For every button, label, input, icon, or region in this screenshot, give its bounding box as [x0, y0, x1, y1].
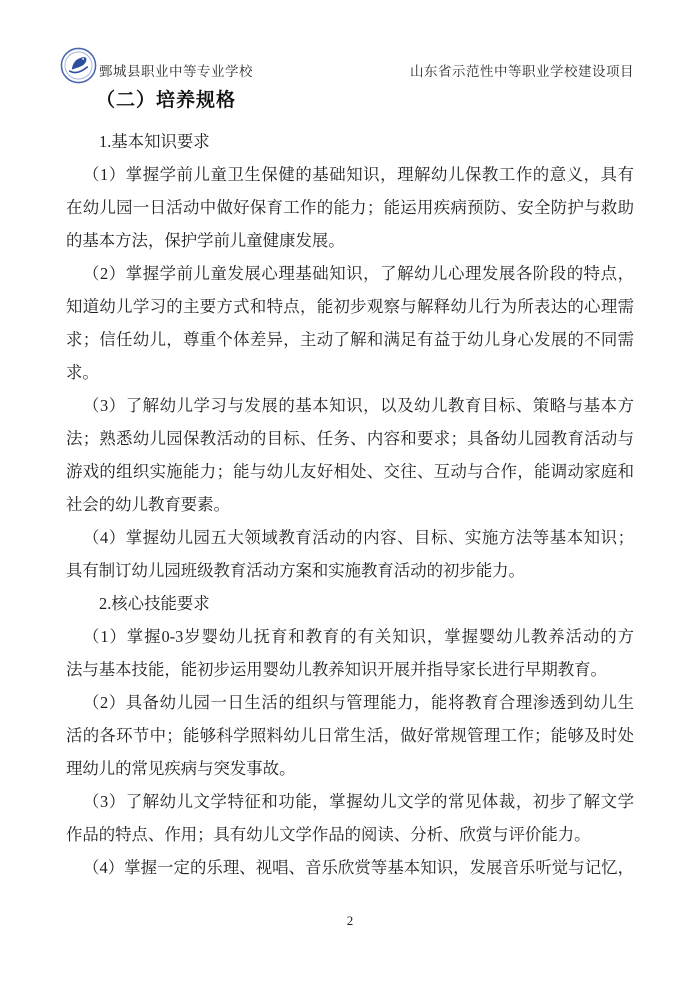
paragraph-line: 的基本方法，保护学前儿童健康发展。 — [66, 231, 345, 250]
section-heading: 1.基本知识要求 — [99, 132, 210, 151]
paragraph-line: （1）掌握学前儿童卫生保健的基础知识，理解幼儿保教工作的意义，具有 — [83, 165, 634, 184]
paragraph-line: 活的各环节中；能够科学照料幼儿日常生活，做好常规管理工作；能够及时处 — [66, 726, 634, 745]
header-project-name: 山东省示范性中等职业学校建设项目 — [410, 64, 634, 79]
section-heading: 2.核心技能要求 — [99, 594, 210, 613]
paragraph-line: 在幼儿园一日活动中做好保育工作的能力；能运用疾病预防、安全防护与救助 — [66, 198, 634, 217]
paragraph-line: 法与基本技能，能初步运用婴幼儿教养知识开展并指导家长进行早期教育。 — [66, 660, 607, 679]
paragraph-line: 作品的特点、作用；具有幼儿文学作品的阅读、分析、欣赏与评价能力。 — [66, 825, 591, 844]
paragraph-line: 求；信任幼儿，尊重个体差异，主动了解和满足有益于幼儿身心发展的不同需 — [66, 330, 634, 349]
document-content — [66, 88, 634, 884]
page-header — [60, 42, 634, 82]
paragraph-line: （2）掌握学前儿童发展心理基础知识，了解幼儿心理发展各阶段的特点， — [83, 264, 634, 283]
paragraph-line: （4）掌握幼儿园五大领域教育活动的内容、目标、实施方法等基本知识； — [83, 528, 634, 547]
paragraph-line: （4）掌握一定的乐理、视唱、音乐欣赏等基本知识，发展音乐听觉与记忆， — [83, 858, 634, 877]
paragraph-line: 具有制订幼儿园班级教育活动方案和实施教育活动的初步能力。 — [66, 561, 525, 580]
document-title: （二）培养规格 — [96, 90, 237, 111]
paragraph-line: 游戏的组织实施能力；能与幼儿友好相处、交往、互动与合作，能调动家庭和 — [66, 462, 634, 481]
header-school-name: 鄄城县职业中等专业学校 — [99, 64, 253, 79]
page-number: 2 — [346, 913, 354, 928]
paragraph-line: 求。 — [66, 363, 99, 382]
paragraph-line: （3）了解幼儿文学特征和功能，掌握幼儿文学的常见体裁，初步了解文学 — [83, 792, 634, 811]
paragraph-line: 社会的幼儿教育要素。 — [66, 495, 230, 514]
paragraph-line: 理幼儿的常见疾病与突发事故。 — [66, 759, 296, 778]
page-footer — [0, 913, 700, 929]
paragraph-line: 法；熟悉幼儿园保教活动的目标、任务、内容和要求；具备幼儿园教育活动与 — [66, 429, 634, 448]
document-body — [66, 125, 634, 884]
paragraph-line: 知道幼儿学习的主要方式和特点，能初步观察与解释幼儿行为所表达的心理需 — [66, 297, 634, 316]
school-emblem-icon — [60, 47, 97, 84]
paragraph-line: （2）具备幼儿园一日生活的组织与管理能力，能将教育合理渗透到幼儿生 — [83, 693, 634, 712]
paragraph-line: （3）了解幼儿学习与发展的基本知识，以及幼儿教育目标、策略与基本方 — [83, 396, 634, 415]
paragraph-line: （1）掌握0-3岁婴幼儿抚育和教育的有关知识，掌握婴幼儿教养活动的方 — [83, 627, 634, 646]
